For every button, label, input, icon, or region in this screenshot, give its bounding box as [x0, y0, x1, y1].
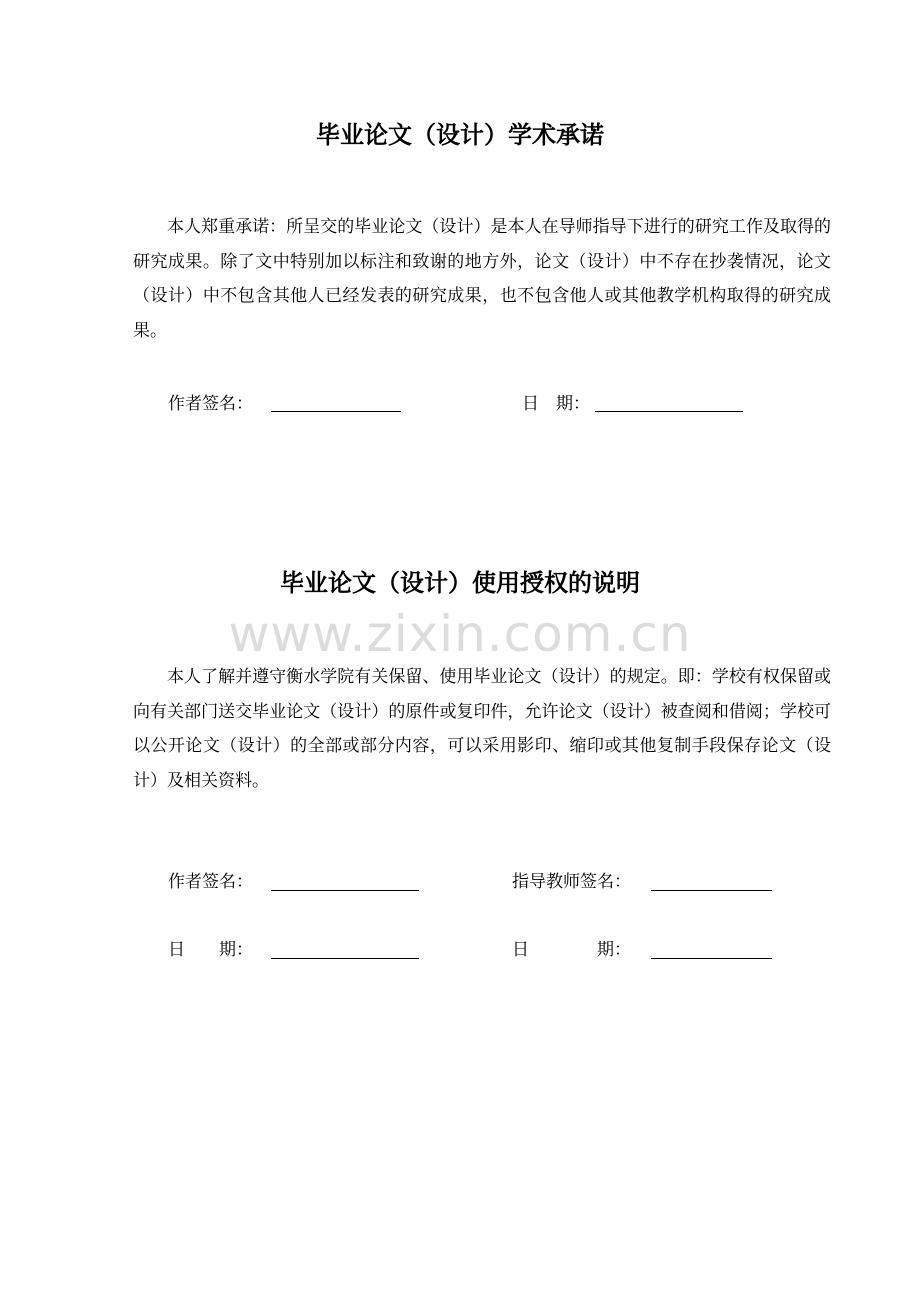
date-line[interactable] — [595, 411, 743, 412]
author-signature-label-2: 作者签名： — [168, 872, 253, 892]
advisor-signature-label: 指导教师签名： — [512, 872, 631, 892]
commitment-paragraph: 本人郑重承诺：所呈交的毕业论文（设计）是本人在导师指导下进行的研究工作及取得的研究成果。除了文中特别加以标注和致谢的地方外，论文（设计）中不存在抄袭情况，论文（设计）中不包含其他人已经发表的研究成果，也不包含他人或其他教学机构取得的研究成果。 — [133, 217, 831, 341]
advisor-date-label: 日 期： — [512, 940, 631, 960]
authorization-title: 毕业论文（设计）使用授权的说明 — [280, 569, 640, 597]
author-date-label: 日 期： — [168, 940, 253, 960]
advisor-signature-line[interactable] — [651, 890, 772, 891]
author-signature-line-2[interactable] — [271, 890, 419, 891]
date-label: 日 期： — [522, 394, 590, 414]
watermark: www.zixin.com.cn — [228, 605, 692, 663]
author-date-line[interactable] — [271, 958, 419, 959]
advisor-date-line[interactable] — [651, 958, 772, 959]
author-signature-label: 作者签名： — [168, 394, 253, 414]
commitment-title: 毕业论文（设计）学术承诺 — [316, 121, 604, 149]
author-signature-line[interactable] — [271, 411, 401, 412]
authorization-paragraph: 本人了解并遵守衡水学院有关保留、使用毕业论文（设计）的规定。即：学校有权保留或向有关部门送交毕业论文（设计）的原件或复印件，允许论文（设计）被查阅和借阅；学校可以公开论文（设计）的全部或部分内容，可以采用影印、缩印或其他复制手段保存论文（设计）及相关资料。 — [133, 667, 831, 791]
